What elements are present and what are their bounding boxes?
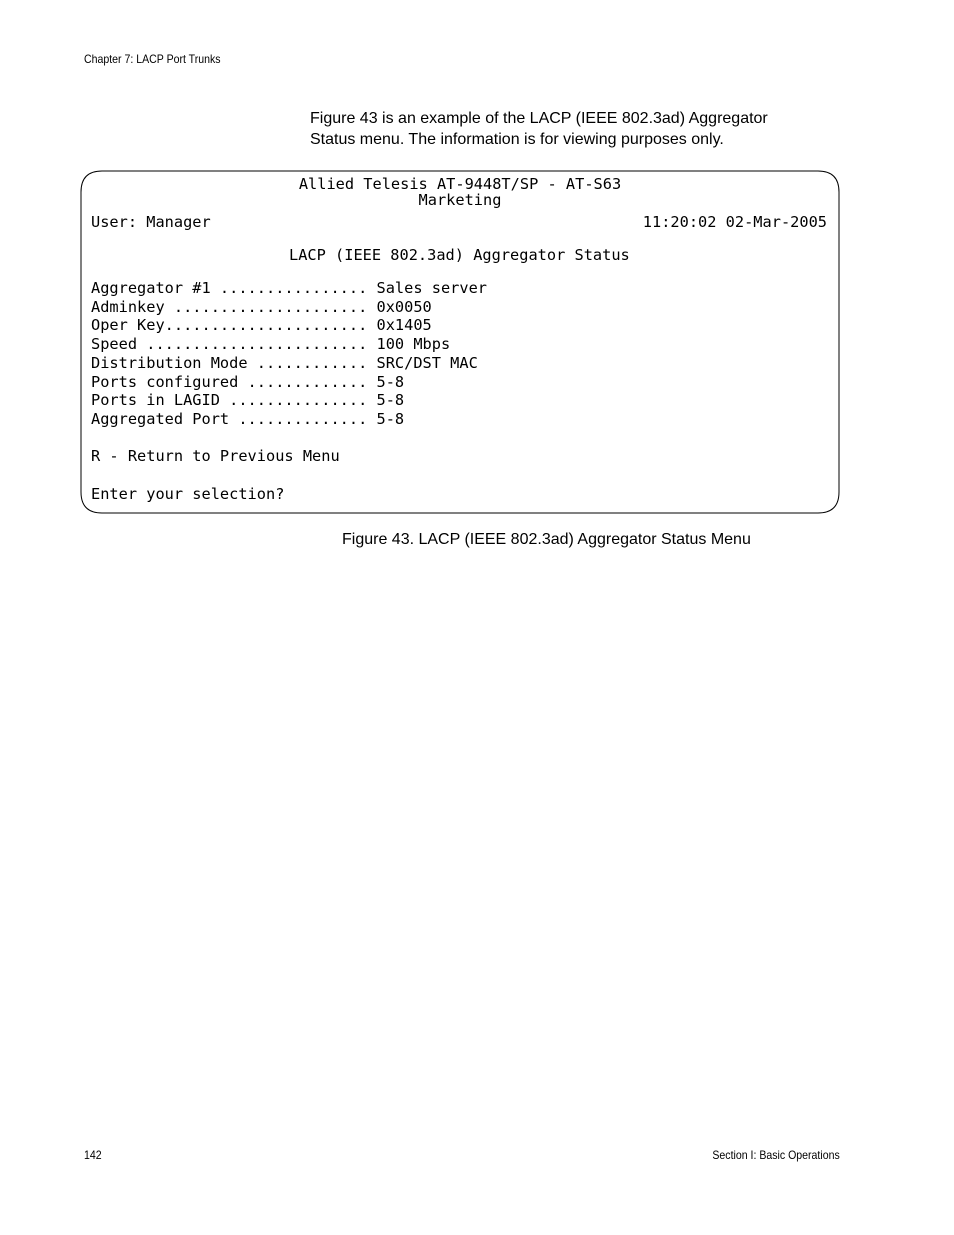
screen-user: User: Manager — [91, 213, 211, 231]
screen-datetime: 11:20:02 02-Mar-2005 — [642, 213, 827, 231]
section-title: Section I: Basic Operations — [712, 1148, 840, 1162]
status-row-aggregated-port: Aggregated Port .............. 5-8 — [91, 410, 405, 428]
status-row-ports-in-lagid: Ports in LAGID ............... 5-8 — [91, 391, 405, 409]
screen-subtitle: Marketing — [418, 191, 502, 209]
menu-option-return[interactable]: R - Return to Previous Menu — [91, 447, 340, 465]
terminal-screen-figure — [80, 170, 840, 514]
status-row-oper-key: Oper Key...................... 0x1405 — [91, 316, 432, 334]
status-row-adminkey: Adminkey ..................... 0x0050 — [91, 298, 432, 316]
status-row-speed: Speed ........................ 100 Mbps — [91, 335, 451, 353]
page-number: 142 — [84, 1148, 102, 1162]
running-header-chapter: Chapter 7: LACP Port Trunks — [84, 52, 221, 66]
selection-prompt[interactable]: Enter your selection? — [91, 485, 285, 503]
intro-line-1: Figure 43 is an example of the LACP (IEEE 802.3ad) Aggregator — [310, 110, 768, 127]
status-row-ports-configured: Ports configured ............. 5-8 — [91, 373, 405, 391]
figure-caption: Figure 43. LACP (IEEE 802.3ad) Aggregator Status Menu — [342, 531, 751, 548]
intro-paragraph — [310, 108, 830, 150]
menu-title: LACP (IEEE 802.3ad) Aggregator Status — [289, 246, 630, 264]
status-row-aggregator: Aggregator #1 ................ Sales server — [91, 279, 488, 297]
screen-title: Allied Telesis AT-9448T/SP - AT-S63 — [298, 175, 622, 193]
intro-line-2: Status menu. The information is for viewing purposes only. — [310, 131, 724, 148]
status-row-distribution-mode: Distribution Mode ............ SRC/DST MAC — [91, 354, 478, 372]
